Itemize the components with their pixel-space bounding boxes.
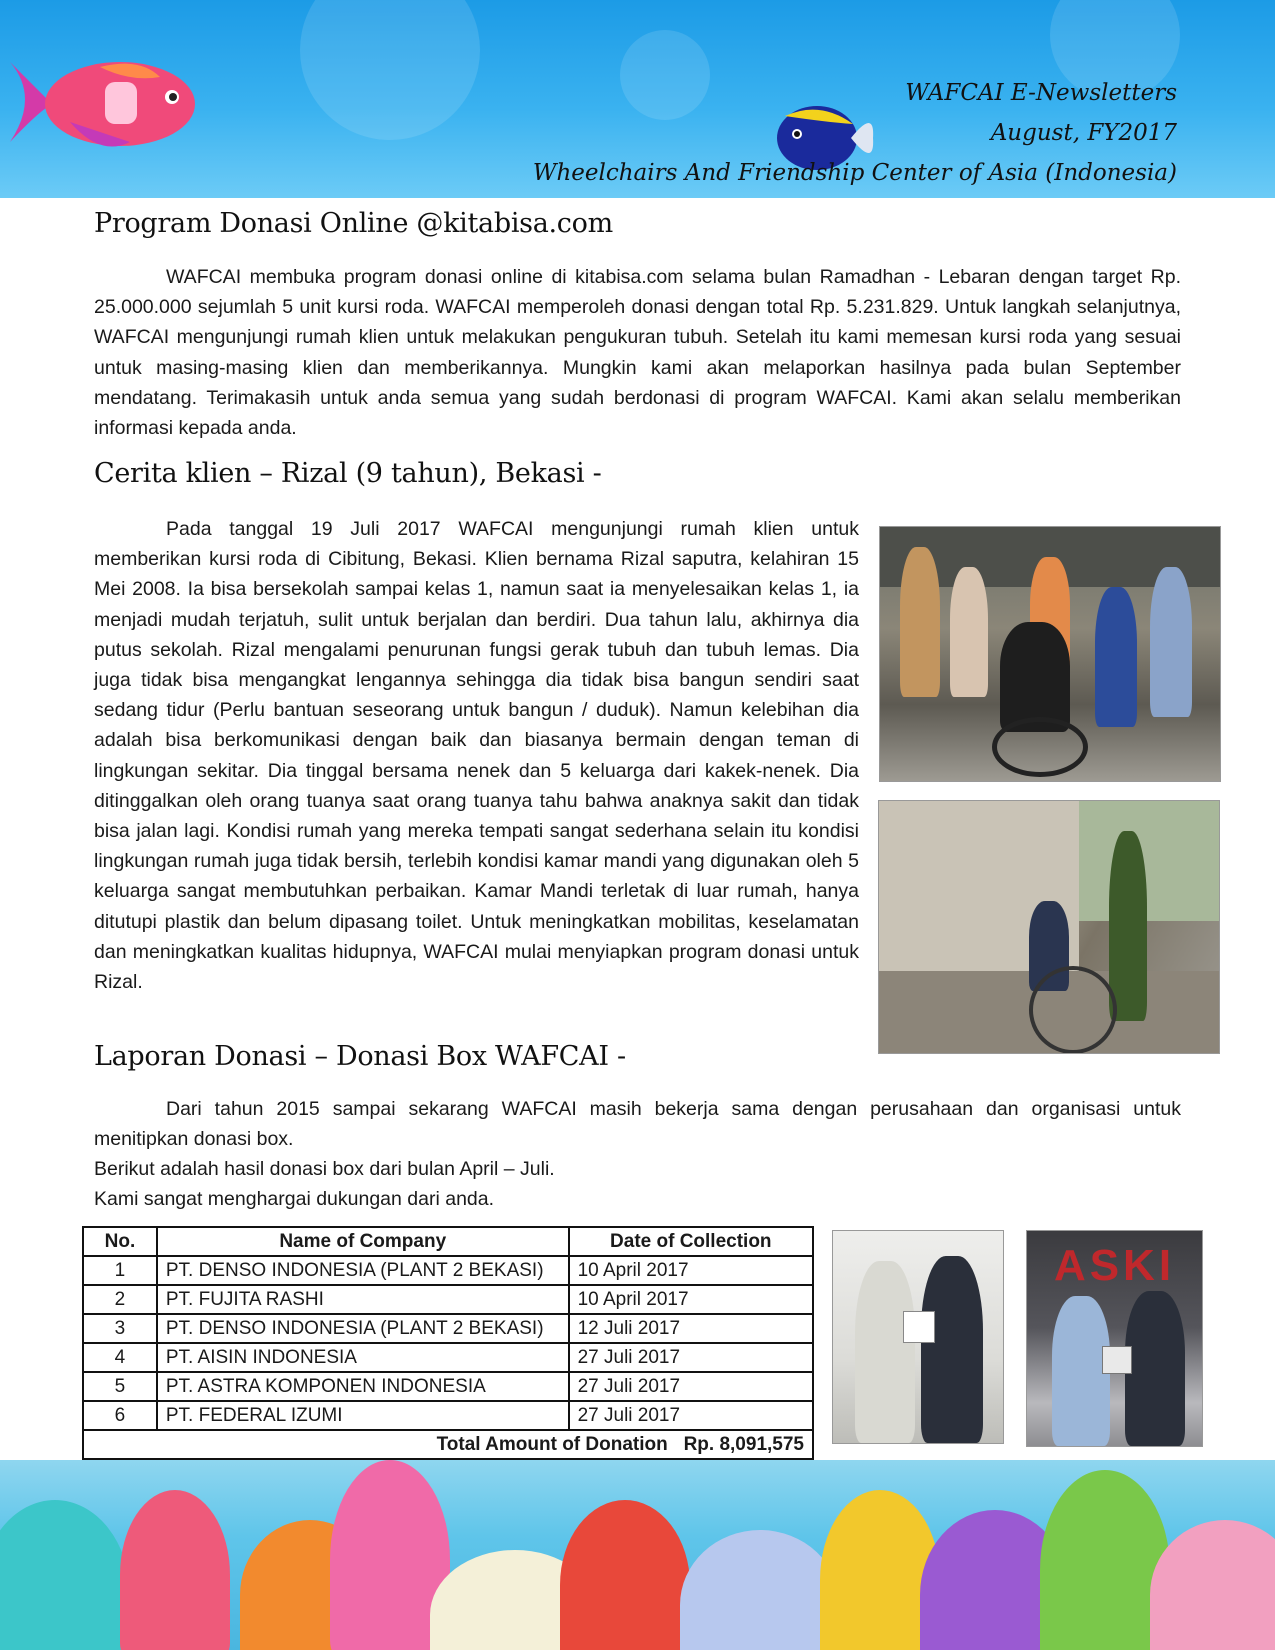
section3-body: Dari tahun 2015 sampai sekarang WAFCAI masih bekerja sama dengan perusahaan dan organisasi untuk menitipkan donasi box.: [94, 1098, 1181, 1151]
header-no: No.: [83, 1227, 157, 1256]
section2-heading: Cerita klien – Rizal (9 tahun), Bekasi -: [94, 458, 602, 489]
newsletter-date: August, FY2017: [990, 120, 1177, 146]
section2-body: Pada tanggal 19 Juli 2017 WAFCAI mengunjungi rumah klien untuk memberikan kursi roda di Cibitung, Bekasi. Klien bernama Rizal saputra, kelahiran 15 Mei 2008. Ia bisa bersekolah sampai kelas 1, namun saat ia menyelesaikan kelas 1, ia menjadi mudah terjatuh, sulit untuk berjalan dan berdiri. Dua tahun lalu, akhirnya dia putus sekolah. Rizal mengalami penurunan fungsi gerak tubuh dan tubuh lemas. Dia juga tidak bisa mengangkat lengannya sehingga dia tidak bisa bangun sendiri saat sedang tidur (Perlu bantuan seseorang untuk bangun / duduk). Namun kelebihan dia adalah bisa berkomunikasi dengan baik dan biasanya bermain dengan teman di lingkungan sekitar. Dia tinggal bersama nenek dan 5 keluarga dari kakek-nenek. Dia ditinggalkan oleh orang tuanya saat orang tuanya tahu bahwa anaknya sakit dan tidak bisa jalan lagi. Kondisi rumah yang mereka tempati sangat sederhana selain itu kondisi lingkungan rumah juga tidak bersih, terlebih kondisi kamar mandi yang digunakan oleh 5 keluarga sangat membutuhkan perbaikan. Kamar Mandi terletak di luar rumah, hanya ditutupi plastik dan belum dipasang toilet. Untuk meningkatkan mobilitas, keselamatan dan meningkatkan kualitas hidupnya, WAFCAI mulai menyiapkan program donasi untuk Rizal.: [94, 518, 859, 994]
cell-date: 27 Juli 2017: [569, 1343, 813, 1372]
photo-donation-box: [1102, 1346, 1132, 1374]
section3-line3: Kami sangat menghargai dukungan dari anda.: [94, 1188, 495, 1210]
photo-wheelchair: [1029, 966, 1117, 1054]
cell-company: PT. ASTRA KOMPONEN INDONESIA: [157, 1372, 569, 1401]
photo-house-and-wheelchair: [878, 800, 1220, 1054]
photo-man: [855, 1261, 915, 1443]
photo-woman: [921, 1256, 983, 1443]
cell-company: PT. AISIN INDONESIA: [157, 1343, 569, 1372]
section3-heading: Laporan Donasi – Donasi Box WAFCAI -: [94, 1041, 626, 1072]
photo-wheelchair: [992, 717, 1088, 777]
cell-date: 27 Juli 2017: [569, 1372, 813, 1401]
cell-no: 3: [83, 1314, 157, 1343]
table-row: [83, 1285, 813, 1314]
table-row: [83, 1401, 813, 1430]
coral-shape: [1150, 1520, 1275, 1650]
photo-person: [1150, 567, 1192, 717]
photo-person: [1095, 587, 1137, 727]
photo-sign-text: ASKI: [1053, 1241, 1176, 1290]
photo-donation-handover-2: [1026, 1230, 1203, 1447]
table-row: [83, 1256, 813, 1285]
cell-company: PT. DENSO INDONESIA (PLANT 2 BEKASI): [157, 1314, 569, 1343]
coral-reef-footer: [0, 1460, 1275, 1650]
newsletter-title: WAFCAI E-Newsletters: [905, 80, 1177, 106]
donation-table: [82, 1226, 814, 1460]
cell-date: 12 Juli 2017: [569, 1314, 813, 1343]
photo-person: [950, 567, 988, 697]
header-company: Name of Company: [157, 1227, 569, 1256]
photo-donation-box: [903, 1311, 935, 1343]
cell-date: 27 Juli 2017: [569, 1401, 813, 1430]
cell-no: 6: [83, 1401, 157, 1430]
cell-date: 10 April 2017: [569, 1256, 813, 1285]
photo-group-with-wheelchair: [879, 526, 1221, 782]
pink-fish-icon: [10, 42, 195, 162]
total-label: Total Amount of Donation: [436, 1434, 668, 1455]
cell-no: 2: [83, 1285, 157, 1314]
cell-date: 10 April 2017: [569, 1285, 813, 1314]
section3-line2: Berikut adalah hasil donasi box dari bulan April – Juli.: [94, 1158, 555, 1180]
header-banner: [0, 0, 1275, 198]
organization-name: Wheelchairs And Friendship Center of Asia (Indonesia): [532, 160, 1177, 186]
cell-company: PT. FEDERAL IZUMI: [157, 1401, 569, 1430]
cell-company: PT. FUJITA RASHI: [157, 1285, 569, 1314]
total-value: Rp. 8,091,575: [683, 1434, 804, 1455]
table-row: [83, 1372, 813, 1401]
photo-boy-in-wheelchair: [1000, 622, 1070, 732]
photo-trees: [1079, 801, 1219, 921]
photo-person: [1109, 831, 1147, 1021]
header-date: Date of Collection: [569, 1227, 813, 1256]
cell-no: 1: [83, 1256, 157, 1285]
section1-heading: Program Donasi Online @kitabisa.com: [94, 208, 613, 239]
table-total-row: [83, 1430, 813, 1459]
cell-company: PT. DENSO INDONESIA (PLANT 2 BEKASI): [157, 1256, 569, 1285]
coral-shape: [120, 1490, 230, 1650]
section1-body: WAFCAI membuka program donasi online di kitabisa.com selama bulan Ramadhan - Lebaran dengan target Rp. 25.000.000 sejumlah 5 unit kursi roda. WAFCAI memperoleh donasi dengan total Rp. 5.231.829. Untuk langkah selanjutnya, WAFCAI mengunjungi rumah klien untuk melakukan pengukuran tubuh. Setelah itu kami memesan kursi roda yang sesuai untuk masing-masing klien dan memberikannya. Mungkin kami akan melaporkan hasilnya pada bulan September mendatang. Terimakasih untuk anda semua yang sudah berdonasi di program WAFCAI. Kami akan selalu memberikan informasi kepada anda.: [94, 266, 1181, 440]
photo-donation-handover-1: [832, 1230, 1004, 1444]
table-row: [83, 1343, 813, 1372]
cell-no: 4: [83, 1343, 157, 1372]
banner-bubble: [300, 0, 480, 140]
coral-shape: [0, 1500, 130, 1650]
coral-shape: [560, 1500, 690, 1650]
cell-no: 5: [83, 1372, 157, 1401]
total-cell: [83, 1430, 813, 1459]
coral-shape: [680, 1530, 840, 1650]
photo-person: [900, 547, 940, 697]
photo-woman: [1125, 1291, 1185, 1446]
table-row: [83, 1314, 813, 1343]
banner-bubble: [620, 30, 710, 120]
table-header-row: [83, 1227, 813, 1256]
